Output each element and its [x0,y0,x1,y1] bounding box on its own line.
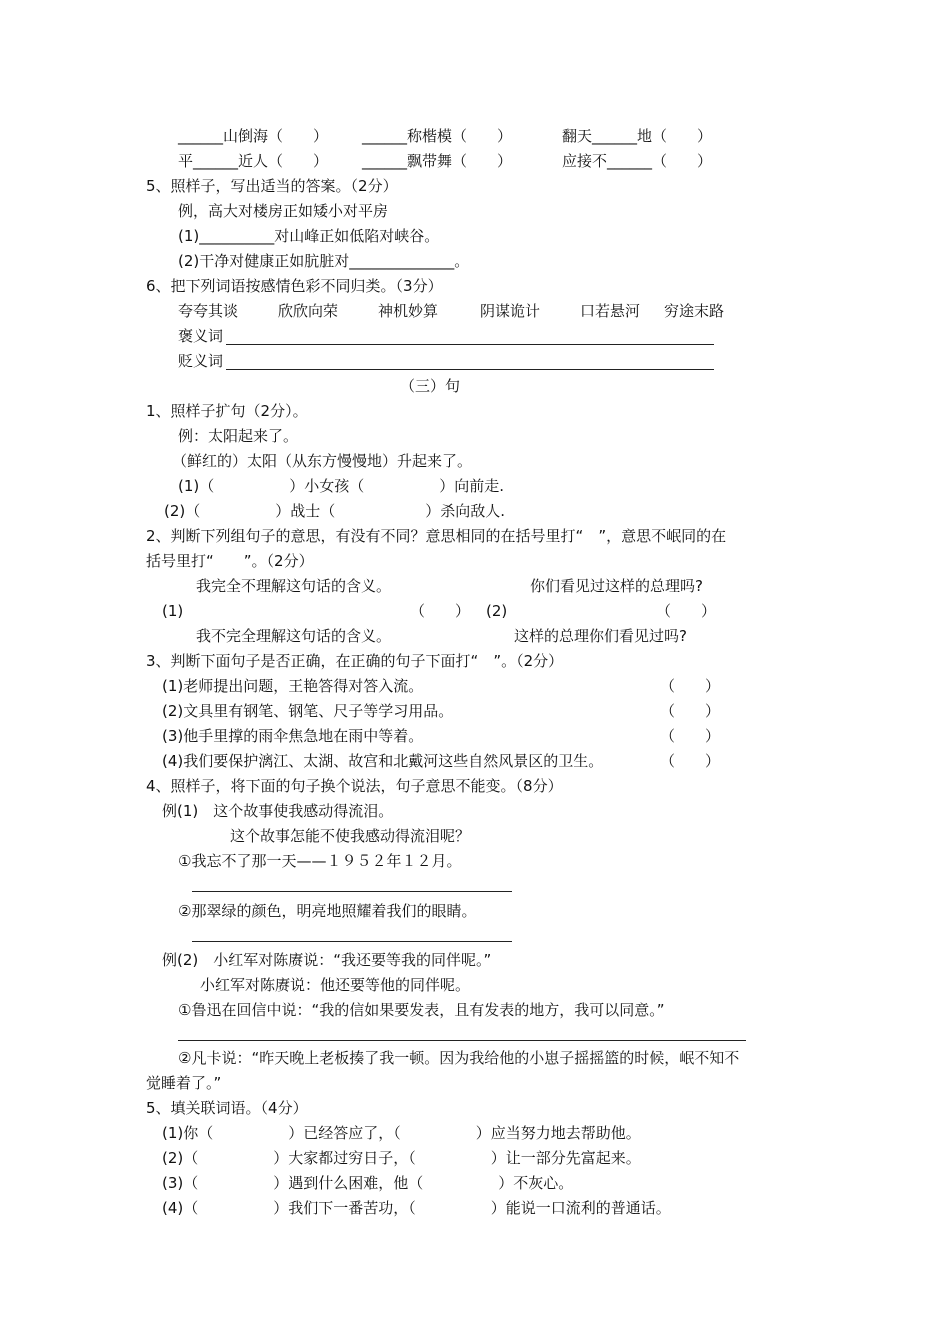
q6-negative-label: 贬义词 [178,352,224,370]
q6-word: 阴谋诡计 [480,302,541,320]
idiom-blank-3: 翻天______地（ ） [562,127,713,145]
q5-item-2: (2)干净对健康正如肮脏对______________。 [178,252,470,270]
s3-item: (4)我们要保护漓江、太湖、故宫和北戴河这些自然风景区的卫生。 [162,752,604,770]
s4-answer-line-1[interactable] [192,891,512,892]
s3-item: (2)文具里有钢笔、钢笔、尺子等学习用品。 [162,702,454,720]
idiom-blank-1: ______山倒海（ ） [178,127,329,145]
s5-item: (2)（ ）大家都过穷日子，（ ）让一部分先富起来。 [162,1149,641,1167]
q6-word: 欣欣向荣 [278,302,339,320]
s4-question-1: ①我忘不了那一天——１９５２年１２月。 [178,852,462,870]
s2-right-sentence-b: 这样的总理你们看见过吗? [514,627,687,645]
s4-title: 4、照样子，将下面的句子换个说法，句子意思不能变。（8分） [146,777,563,795]
section-heading: （三）句 [399,377,460,395]
s1-item-1: (1)（ ）小女孩（ ）向前走. [178,477,505,495]
q6-positive-label: 褒义词 [178,327,224,345]
q5-title: 5、照样子，写出适当的答案。（2分） [146,177,398,195]
q6-word: 神机妙算 [378,302,439,320]
s4-example-2: 例(2) 小红军对陈赓说：“我还要等我的同伴呢。” [162,951,492,969]
q6-word: 穷途末路 [664,302,725,320]
s2-left-sentence-b: 我不完全理解这句话的含义。 [196,627,392,645]
q6-title: 6、把下列词语按感情色彩不同归类。（3分） [146,277,443,295]
s3-answer-paren[interactable]: （ ） [660,702,721,720]
s4-answer-line-2[interactable] [192,941,512,942]
s2-left-answer-paren[interactable]: （ ） [410,602,471,620]
s3-answer-paren[interactable]: （ ） [660,677,721,695]
s1-example: 例：太阳起来了。 [178,427,299,445]
s2-right-answer-paren[interactable]: （ ） [656,602,717,620]
s4-answer-line-3[interactable] [178,1040,746,1041]
s2-title-line-1: 2、判断下列组句子的意思，有没有不同？意思相同的在括号里打“ ”，意思不岷同的在 [146,527,727,545]
s4-question-4-line-1: ②凡卡说：“昨天晚上老板揍了我一顿。因为我给他的小崽子摇摇篮的时候，岷不知不 [178,1049,740,1067]
q5-example: 例，高大对楼房正如矮小对平房 [178,202,389,220]
s4-example-2-answer: 小红军对陈赓说：他还要等他的同伴呢。 [200,976,471,994]
s3-answer-paren[interactable]: （ ） [660,727,721,745]
s2-title-line-2: 括号里打“ ”。（2分） [146,552,314,570]
s1-item-2: (2)（ ）战士（ ）杀向敌人. [164,502,506,520]
s5-title: 5、填关联词语。（4分） [146,1099,308,1117]
s3-answer-paren[interactable]: （ ） [660,752,721,770]
s2-right-number: (2) [486,602,508,620]
s4-example-1: 例(1) 这个故事使我感动得流泪。 [162,802,394,820]
s1-title: 1、照样子扩句（2分）。 [146,402,308,420]
s3-item: (1)老师提出问题，王艳答得对答入流。 [162,677,424,695]
q6-word: 口若悬河 [580,302,641,320]
s2-left-sentence-a: 我完全不理解这句话的含义。 [196,577,392,595]
s2-right-sentence-a: 你们看见过这样的总理吗? [530,577,703,595]
idiom-blank-2: ______称楷模（ ） [362,127,513,145]
idiom-blank-6: 应接不______（ ） [562,152,713,170]
s3-item: (3)他手里撑的雨伞焦急地在雨中等着。 [162,727,424,745]
q6-negative-answer-line[interactable] [226,369,714,370]
s1-example-expanded: （鲜红的）太阳（从东方慢慢地）升起来了。 [172,452,473,470]
idiom-blank-4: 平______近人（ ） [178,152,329,170]
idiom-blank-5: ______飘带舞（ ） [362,152,513,170]
s4-question-3: ①鲁迅在回信中说：“我的信如果要发表，且有发表的地方，我可以同意。” [178,1001,665,1019]
s4-question-4-line-2: 觉睡着了。” [146,1074,222,1092]
q6-positive-answer-line[interactable] [226,344,714,345]
q6-word: 夸夸其谈 [178,302,239,320]
s2-left-number: (1) [162,602,184,620]
s5-item: (1)你（ ）已经答应了，（ ）应当努力地去帮助他。 [162,1124,641,1142]
s3-title: 3、判断下面句子是否正确，在正确的句子下面打“ ”。（2分） [146,652,564,670]
s5-item: (3)（ ）遇到什么困难，他（ ）不灰心。 [162,1174,574,1192]
s5-item: (4)（ ）我们下一番苦功，（ ）能说一口流利的普通话。 [162,1199,671,1217]
q5-item-1: (1)__________对山峰正如低陷对峡谷。 [178,227,440,245]
s4-example-1-answer: 这个故事怎能不使我感动得流泪呢？ [230,827,471,845]
s4-question-2: ②那翠绿的颜色，明亮地照耀着我们的眼睛。 [178,902,477,920]
